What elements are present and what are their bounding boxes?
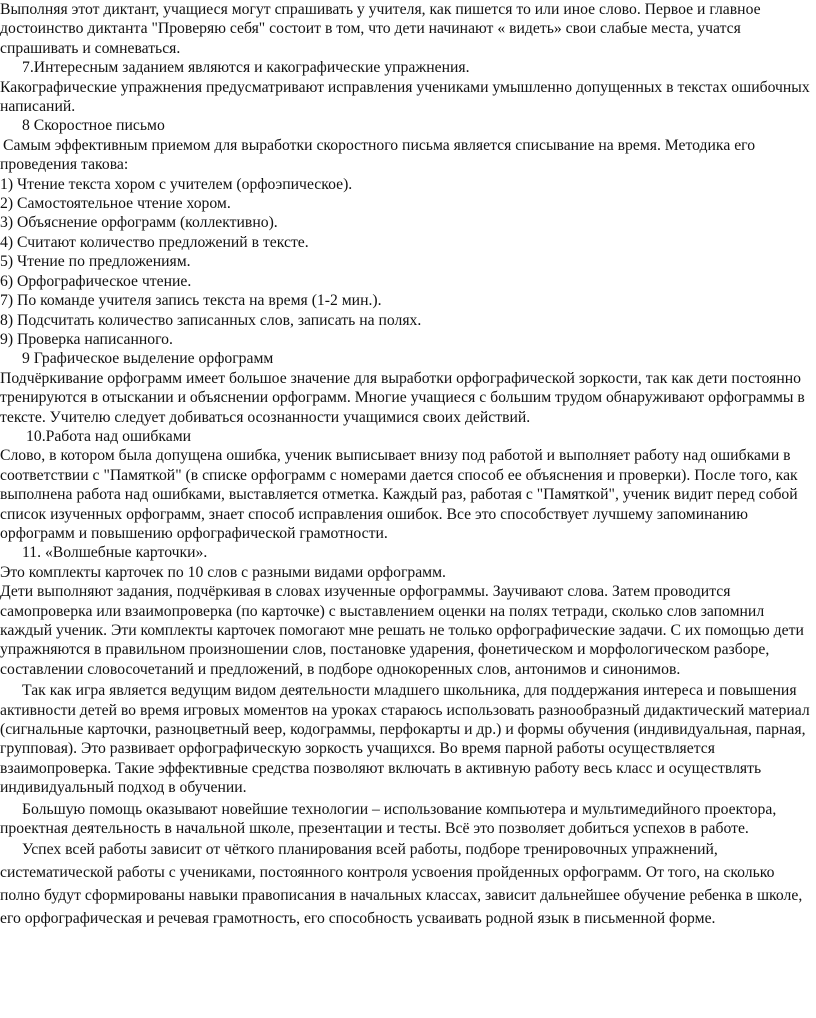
heading-8: 8 Скоростное письмо xyxy=(22,117,165,135)
list-item: 4) Считают количество предложений в тексте. xyxy=(0,233,309,251)
paragraph-9: Подчёркивание орфограмм имеет большое значение для выработки орфографической зоркости, так как дети постоянно тренируются в отыскании и объяснении орфограмм. Многие учащиеся с большим трудом обнаруживают орфограммы в тексте. Учителю следует добиваться осознанности учащимися своих действий. xyxy=(0,369,805,426)
list-item: 7) По команде учителя запись текста на время (1-2 мин.). xyxy=(0,292,382,310)
list-item: 8) Подсчитать количество записанных слов, записать на полях. xyxy=(0,311,422,329)
list-item: 1) Чтение текста хором с учителем (орфоэпическое). xyxy=(0,175,353,193)
heading-11: 11. «Волшебные карточки». xyxy=(22,544,208,562)
list-item: 9) Проверка написанного. xyxy=(0,330,173,348)
paragraph-8: Самым эффективным приемом для выработки скоростного письма является списывание на время. Методика его проведения такова: xyxy=(0,136,756,174)
paragraph-10: Слово, в котором была допущена ошибка, ученик выписывает внизу под работой и выполняет работу над ошибками в соответствии с "Памяткой" (в списке орфограмм с номерами дается способ ее объяснения и проверки). После того, как выполнена работа над ошибками, выставляется отметка. Каждый раз, работая с "Памяткой", ученик видит перед собой список изученных орфограмм, знает способ исправления ошибок. Все это способствует лучшему запоминанию орфограмм и повышению орфографической грамотности. xyxy=(0,447,798,542)
heading-9: 9 Графическое выделение орфограмм xyxy=(22,350,274,368)
paragraph-11a: Это комплекты карточек по 10 слов с разными видами орфограмм. xyxy=(0,563,446,581)
heading-7: 7.Интересным заданием являются и какографические упражнения. xyxy=(22,59,470,77)
paragraph-11b: Дети выполняют задания, подчёркивая в словах изученные орфограммы. Заучивают слова. Затем проводится самопроверка или взаимопроверка (по карточке) с выставлением оценки на полях тетради, сколько слов запомнил каждый ученик. Эти комплекты карточек помогают мне решать не только орфографические задачи. С их помощью дети упражняются в правильном произношении слов, постановке ударения, фонетическом и морфологическом разборе, составлении словосочетаний и предложений, в подборе однокоренных слов, антонимов и синонимов. xyxy=(0,583,804,678)
steps-list xyxy=(0,175,812,350)
heading-10: 10.Работа над ошибками xyxy=(26,427,192,445)
list-item: 6) Орфографическое чтение. xyxy=(0,272,192,290)
paragraph-7: Какографические упражнения предусматривают исправления учениками умышленно допущенных в текстах ошибочных написаний. xyxy=(0,78,810,116)
list-item: 3) Объяснение орфограмм (коллективно). xyxy=(0,214,278,232)
list-item: 2) Самостоятельное чтение хором. xyxy=(0,195,231,213)
list-item: 5) Чтение по предложениям. xyxy=(0,253,191,271)
paragraph-13: Большую помощь оказывают новейшие технологии – использование компьютера и мультимедийного проектора, проектная деятельность в начальной школе, презентации и тесты. Всё это позволяет добиться успехов в работе. xyxy=(0,800,777,838)
paragraph-14: Успех всей работы зависит от чёткого планирования всей работы, подборе тренировочных упражнений, систематической работы с учениками, постоянного контроля усвоения пройденных орфограмм. От того, на сколько полно будут сформированы навыки правописания в начальных классах, зависит дальнейшее обучение ребенка в школе, его орфографическая и речевая грамотность, его способность усваивать родной язык в письменной форме. xyxy=(0,841,803,928)
paragraph-12: Так как игра является ведущим видом деятельности младшего школьника, для поддержания интереса и повышения активности детей во время игровых моментов на уроках стараюсь использовать разнообразный дидактический материал (сигнальные карточки, разноцветный веер, кодограммы, перфокарты и др.) и формы обучения (индивидуальная, парная, групповая). Это развивает орфографическую зоркость учащихся. Во время парной работы осуществляется взаимопроверка. Такие эффективные средства позволяют включать в активную работу весь класс и осуществлять индивидуальный подход в обучении. xyxy=(0,682,810,797)
intro-paragraph: Выполняя этот диктант, учащиеся могут спрашивать у учителя, как пишется то или иное слово. Первое и главное достоинство диктанта "Проверяю себя" состоит в том, что дети начинают « видеть» свои слабые места, учатся спрашивать и сомневаться. xyxy=(0,1,761,57)
